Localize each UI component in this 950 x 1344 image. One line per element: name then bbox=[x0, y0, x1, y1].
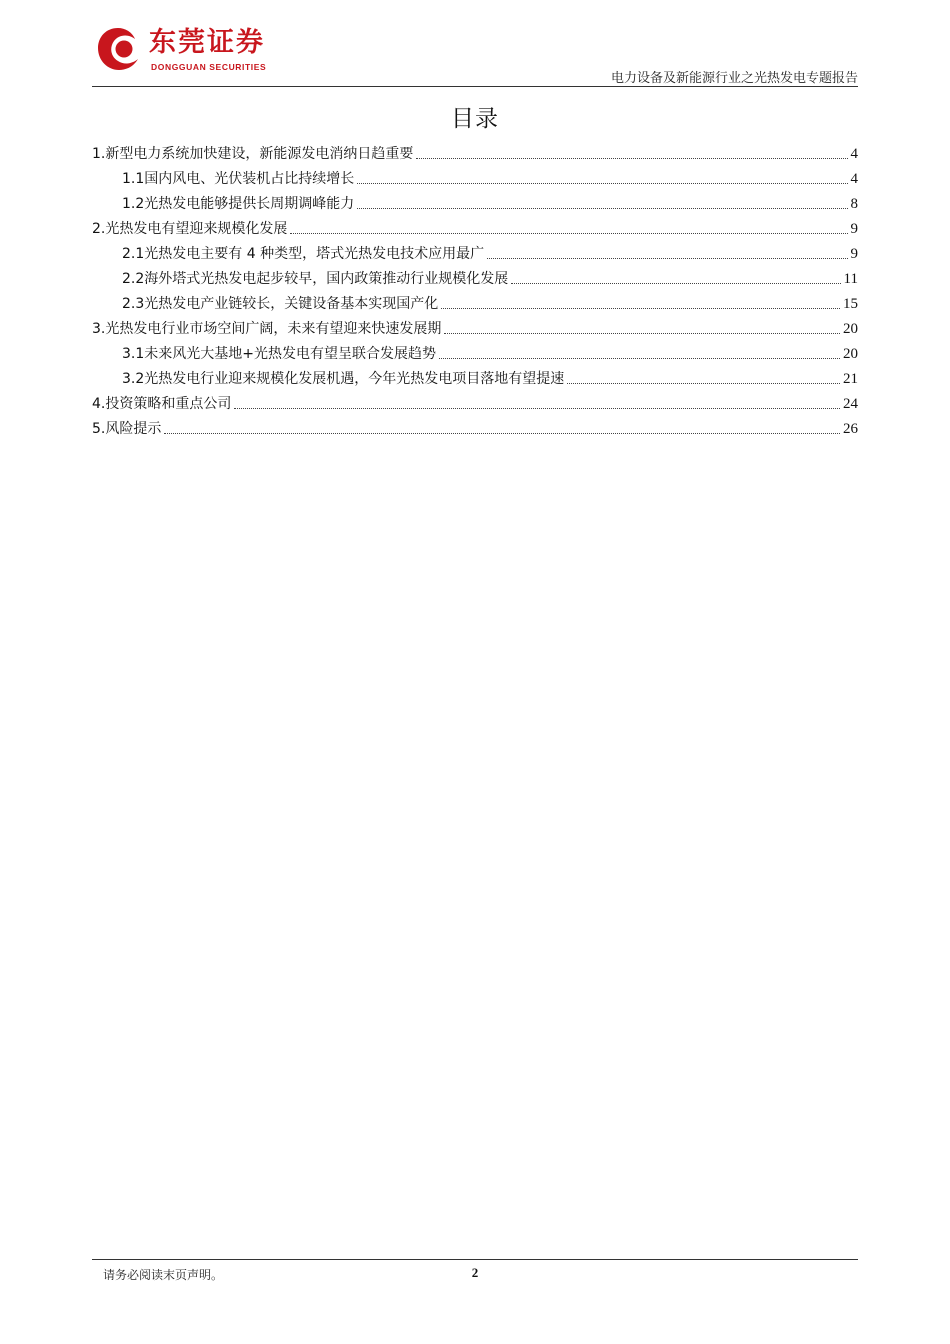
report-title: 电力设备及新能源行业之光热发电专题报告 bbox=[610, 71, 858, 86]
toc-entry-3-1[interactable] bbox=[122, 342, 858, 364]
toc-leader-dots bbox=[487, 257, 847, 259]
toc-entry-number: 2.3 bbox=[122, 296, 145, 312]
toc-entry-page: 8 bbox=[850, 196, 858, 212]
toc-entry-label: 国内风电、光伏装机占比持续增长 bbox=[144, 171, 355, 187]
toc-leader-dots bbox=[416, 157, 847, 159]
toc-entry-page: 11 bbox=[843, 271, 858, 287]
toc-entry-2-3[interactable] bbox=[122, 292, 858, 314]
toc-entry-number: 1.2 bbox=[122, 196, 145, 212]
footer-divider bbox=[92, 1259, 858, 1260]
toc-entry-number: 2.2 bbox=[122, 271, 145, 287]
toc-entry-5[interactable] bbox=[92, 417, 858, 439]
toc-entry-3[interactable] bbox=[92, 317, 858, 339]
toc-entry-label: 投资策略和重点公司 bbox=[105, 396, 232, 412]
toc-entry-label: 海外塔式光热发电起步较早，国内政策推动行业规模化发展 bbox=[144, 271, 509, 287]
toc-entry-page: 20 bbox=[843, 321, 858, 337]
logo-chinese-name: 东莞证券 bbox=[149, 27, 265, 58]
toc-leader-dots bbox=[567, 382, 840, 384]
toc-entry-number: 4. bbox=[92, 396, 106, 412]
toc-leader-dots bbox=[234, 407, 840, 409]
toc-entry-page: 9 bbox=[850, 221, 858, 237]
toc-entry-page: 9 bbox=[850, 246, 858, 262]
toc-entry-page: 15 bbox=[843, 296, 858, 312]
toc-entry-1-1[interactable] bbox=[122, 167, 858, 189]
toc-entry-number: 2. bbox=[92, 221, 106, 237]
toc-entry-2-2[interactable] bbox=[122, 267, 858, 289]
toc-entry-number: 5. bbox=[92, 421, 106, 437]
toc-leader-dots bbox=[439, 357, 840, 359]
toc-entry-label: 光热发电有望迎来规模化发展 bbox=[105, 221, 288, 237]
toc-entry-1[interactable] bbox=[92, 142, 858, 164]
toc-leader-dots bbox=[357, 207, 847, 209]
toc-leader-dots bbox=[164, 432, 840, 434]
toc-entry-1-2[interactable] bbox=[122, 192, 858, 214]
toc-entry-page: 20 bbox=[843, 346, 858, 362]
toc-entry-4[interactable] bbox=[92, 392, 858, 414]
toc-entry-label: 风险提示 bbox=[105, 421, 162, 437]
toc-entry-page: 4 bbox=[850, 171, 858, 187]
toc-entry-label: 光热发电能够提供长周期调峰能力 bbox=[144, 196, 355, 212]
toc-entry-3-2[interactable] bbox=[122, 367, 858, 389]
toc-leader-dots bbox=[290, 232, 847, 234]
page-number: 2 bbox=[471, 1265, 479, 1280]
toc-entry-number: 1. bbox=[92, 146, 106, 162]
toc-leader-dots bbox=[357, 182, 847, 184]
toc-entry-label: 光热发电产业链较长，关键设备基本实现国产化 bbox=[144, 296, 439, 312]
toc-entry-page: 4 bbox=[850, 146, 858, 162]
logo-english-name: DONGGUAN SECURITIES bbox=[151, 62, 267, 72]
toc-leader-dots bbox=[511, 282, 840, 284]
toc-entry-page: 26 bbox=[843, 421, 858, 437]
toc-leader-dots bbox=[441, 307, 840, 309]
toc-entry-label: 未来风光大基地+光热发电有望呈联合发展趋势 bbox=[144, 346, 436, 362]
toc-entry-number: 1.1 bbox=[122, 171, 145, 187]
toc-entry-page: 24 bbox=[843, 396, 858, 412]
toc-entry-label: 光热发电主要有 4 种类型，塔式光热发电技术应用最广 bbox=[144, 246, 485, 262]
toc-entry-2-1[interactable] bbox=[122, 242, 858, 264]
toc-entry-label: 光热发电行业迎来规模化发展机遇，今年光热发电项目落地有望提速 bbox=[144, 371, 565, 387]
toc-entry-page: 21 bbox=[843, 371, 858, 387]
toc-entry-number: 2.1 bbox=[122, 246, 145, 262]
dongguan-logo-icon bbox=[97, 26, 139, 72]
disclaimer-note: 请务必阅读末页声明。 bbox=[103, 1268, 224, 1282]
toc-heading: 目录 bbox=[451, 106, 499, 132]
company-logo bbox=[97, 26, 297, 76]
toc-entry-number: 3. bbox=[92, 321, 106, 337]
toc-entry-label: 光热发电行业市场空间广阔，未来有望迎来快速发展期 bbox=[105, 321, 442, 337]
toc-entry-number: 3.1 bbox=[122, 346, 145, 362]
header-divider bbox=[92, 86, 858, 87]
toc-leader-dots bbox=[444, 332, 840, 334]
toc-entry-number: 3.2 bbox=[122, 371, 145, 387]
toc-entry-label: 新型电力系统加快建设，新能源发电消纳日趋重要 bbox=[105, 146, 414, 162]
toc-entry-2[interactable] bbox=[92, 217, 858, 239]
